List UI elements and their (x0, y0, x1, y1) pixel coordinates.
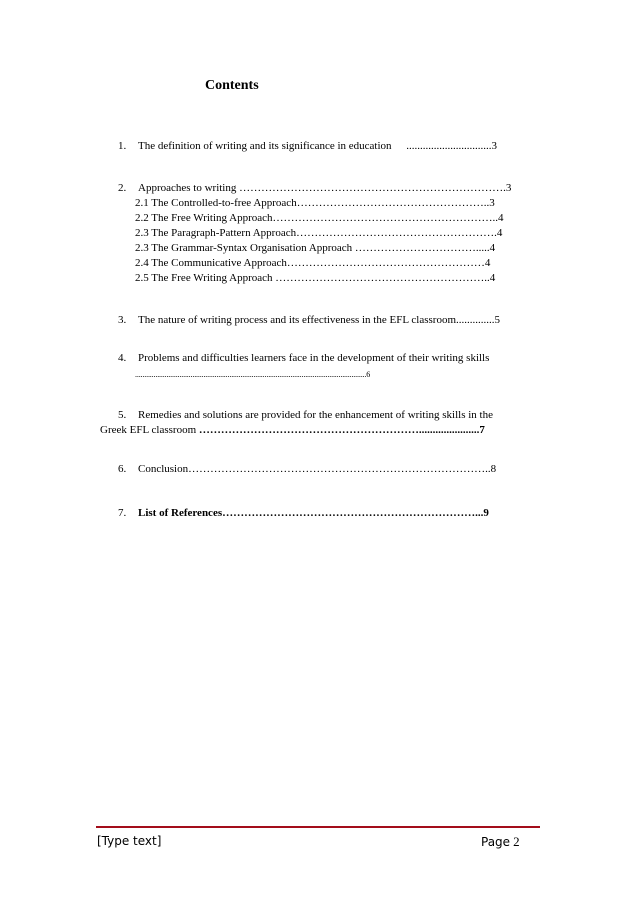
footer-divider (96, 826, 540, 828)
toc-entry-number: 1. (118, 140, 127, 152)
toc-entry-1 (118, 139, 497, 154)
footer-placeholder-text: [Type text] (97, 834, 162, 848)
toc-entry-4-leader: .............................................................................................................................6 (135, 370, 371, 379)
footer-page-number (481, 834, 520, 850)
toc-entry-leader: ……………………………………………………......................7 (198, 424, 485, 436)
contents-heading: Contents (205, 78, 259, 93)
toc-entry-4 (118, 351, 489, 366)
toc-entry-number: 7. (118, 507, 127, 519)
toc-entry-number: 3. (118, 314, 127, 326)
toc-entry-number: 4. (118, 352, 127, 364)
toc-entry-number: 5. (118, 409, 127, 421)
toc-subentry-2-2: 2.2 The Free Writing Approach……………………………………………………..4 (135, 212, 504, 224)
toc-entry-text: Greek EFL classroom (100, 424, 197, 436)
toc-entry-7 (118, 506, 489, 521)
toc-entry-text: List of References……………………………………………………………...9 (138, 507, 489, 519)
toc-subentry-2-1: 2.1 The Controlled-to-free Approach……………………………………………..3 (135, 197, 495, 209)
toc-entry-text: Approaches to writing ……………………………………………………………….3 (138, 182, 512, 194)
toc-subentry-2-3: 2.3 The Paragraph-Pattern Approach……………………………………………….4 (135, 227, 503, 239)
toc-entry-2 (118, 181, 511, 196)
toc-entry-5-continued (100, 423, 485, 438)
page-label: Page (481, 835, 511, 849)
toc-entry-text: Remedies and solutions are provided for the enhancement of writing skills in the (138, 409, 493, 421)
toc-entry-5 (118, 408, 493, 423)
toc-entry-leader: ...............................3 (406, 140, 498, 152)
page-number: 2 (513, 834, 520, 849)
toc-entry-text: The nature of writing process and its effectiveness in the EFL classroom..............5 (138, 314, 500, 326)
toc-entry-text: The definition of writing and its significance in education (138, 140, 392, 152)
toc-entry-3 (118, 313, 500, 328)
toc-subentry-2-3b: 2.3 The Grammar-Syntax Organisation Approach …………………………….....4 (135, 242, 496, 254)
toc-entry-text: Problems and difficulties learners face in the development of their writing skills (138, 352, 490, 364)
toc-entry-6 (118, 462, 496, 477)
toc-subentry-2-4: 2.4 The Communicative Approach………………………………………………4 (135, 257, 491, 269)
toc-entry-number: 6. (118, 463, 127, 475)
toc-subentry-2-5: 2.5 The Free Writing Approach …………………………………………………..4 (135, 272, 496, 284)
toc-entry-number: 2. (118, 182, 127, 194)
toc-entry-text: Conclusion………………………………………………………………………..8 (138, 463, 497, 475)
